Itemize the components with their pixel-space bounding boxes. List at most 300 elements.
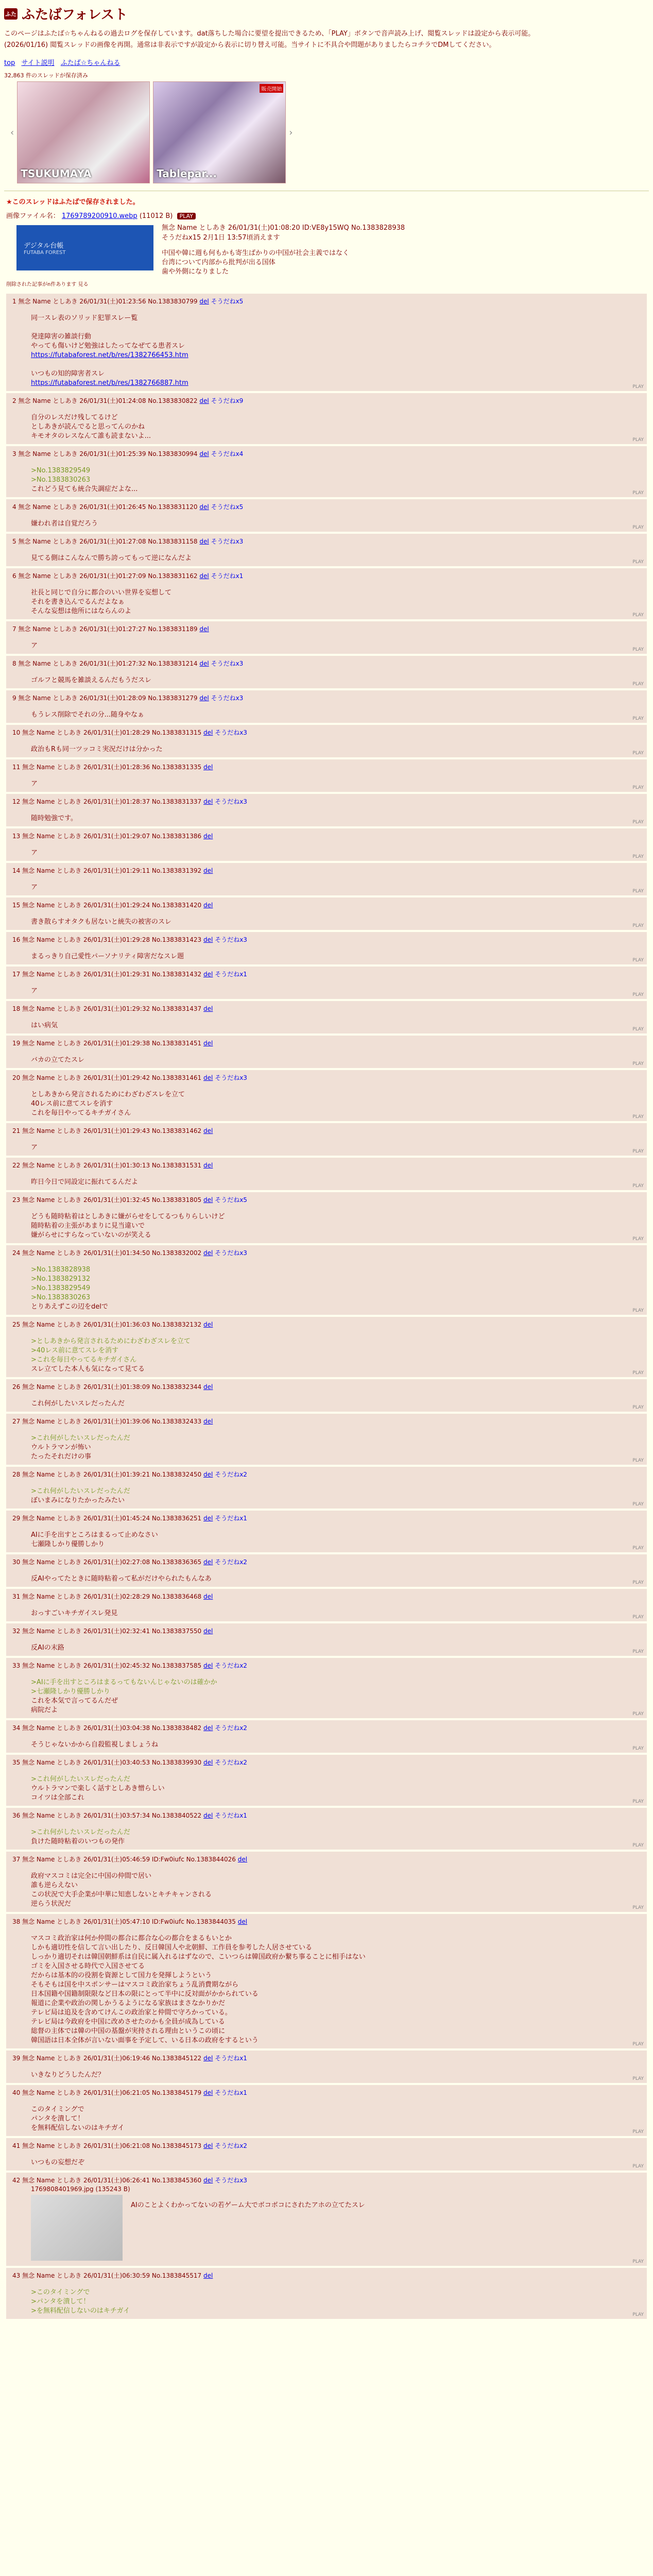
- reply-meta: 無念 Name としあき 26/01/31(土)01:38:09 No.1383832344: [22, 1383, 202, 1391]
- reply-number: 37: [12, 1856, 21, 1863]
- reply-header: [12, 2054, 647, 2062]
- reply-line: 総督の主体では韓の中国の基盤が実持される理由というこの頃に: [31, 2027, 226, 2035]
- delete-link[interactable]: del: [203, 2142, 213, 2149]
- play-button[interactable]: PLAY: [632, 1405, 644, 1410]
- sodane-button[interactable]: そうだねx4: [211, 450, 244, 457]
- reply-meta: 無念 Name としあき 26/01/31(土)01:45:24 No.1383836251: [22, 1515, 202, 1522]
- sodane-button[interactable]: そうだねx3: [211, 538, 244, 545]
- thread-count: 32,863 件のスレッドが保存済み: [4, 72, 88, 79]
- play-button[interactable]: PLAY: [632, 2129, 644, 2134]
- reply-meta: 無念 Name としあき 26/01/31(土)01:29:31 No.1383831432: [22, 971, 202, 978]
- reply-line: そうじゃないかから自殺監視しましょうね: [31, 1741, 159, 1749]
- reply-header: [12, 1073, 647, 1082]
- reply-post: [6, 499, 647, 532]
- op-file-link[interactable]: 1769789200910.webp: [61, 212, 138, 220]
- reply-post: [6, 294, 647, 391]
- play-button[interactable]: PLAY: [632, 1615, 644, 1620]
- sodane-button[interactable]: そうだねx3: [215, 1249, 247, 1257]
- reply-line: 随時粘着の主張があまりに見当違いで: [31, 1222, 145, 1230]
- reply-line: >No.1383828938: [31, 1266, 91, 1274]
- reply-line: ア: [31, 780, 38, 788]
- ad-banner-1-name: TSUKUMAYA: [21, 167, 92, 180]
- play-button[interactable]: PLAY: [632, 1370, 644, 1376]
- notice: [4, 29, 649, 50]
- sodane-button[interactable]: [215, 1005, 217, 1012]
- reply-line: >No.1383829549: [31, 1284, 91, 1292]
- sodane-button[interactable]: [215, 867, 217, 874]
- reply-post: [6, 1554, 647, 1587]
- chevron-right-icon[interactable]: ›: [289, 127, 293, 138]
- reply-line: 書き散らすオタクも居ないと統失の被害のスレ: [31, 918, 171, 926]
- reply-meta: 無念 Name としあき 26/01/31(土)06:19:46 No.1383845122: [22, 2055, 202, 2062]
- delete-link[interactable]: del: [199, 694, 209, 702]
- reply-line: 社長と同じで自分に都合のいい世界を妄想して: [31, 589, 172, 597]
- reply-line: 逆らう状況だ: [31, 1900, 72, 1908]
- delete-link[interactable]: del: [203, 1162, 213, 1169]
- delete-link[interactable]: del: [199, 538, 209, 545]
- sodane-button[interactable]: そうだねx5: [211, 503, 244, 511]
- sodane-button[interactable]: そうだねx2: [215, 1724, 247, 1732]
- play-button[interactable]: PLAY: [632, 437, 644, 443]
- reply-line: コイツは全部これ: [31, 1794, 84, 1802]
- play-button[interactable]: PLAY: [632, 1799, 644, 1804]
- reply-number: 19: [12, 1040, 21, 1047]
- sodane-button[interactable]: そうだねx5: [211, 298, 244, 305]
- play-button[interactable]: PLAY: [632, 525, 644, 530]
- delete-link[interactable]: del: [203, 1662, 213, 1669]
- play-button[interactable]: PLAY: [632, 613, 644, 618]
- reply-meta: 無念 Name としあき 26/01/31(土)06:30:59 No.1383845517: [22, 2272, 202, 2279]
- sodane-button[interactable]: [215, 764, 217, 771]
- play-button[interactable]: PLAY: [632, 2164, 644, 2169]
- reply-line: 韓国語は日本全体が言いない面事を予定して、いる日本の政府をするという: [31, 2037, 259, 2044]
- reply-number: 18: [12, 1005, 21, 1012]
- reply-number: 21: [12, 1127, 21, 1134]
- reply-meta: 無念 Name としあき 26/01/31(土)05:47:10 ID:Fw0iufc No.1383844035: [22, 1918, 236, 1925]
- reply-body: [31, 554, 647, 563]
- reply-line: テレビ局は今政府を中国に改めさせたのかも全員が成為している: [31, 2018, 225, 2026]
- sodane-button[interactable]: そうだねx1: [215, 1515, 247, 1522]
- reply-meta: 無念 Name としあき 26/01/31(土)01:28:09 No.1383831279: [18, 694, 198, 702]
- reply-header: [12, 866, 647, 875]
- delete-link[interactable]: del: [199, 450, 209, 457]
- reply-line: ぼいまみになりたかったみたい: [31, 1497, 125, 1504]
- play-button[interactable]: PLAY: [632, 1580, 644, 1585]
- reply-number: 25: [12, 1321, 21, 1328]
- sodane-button[interactable]: そうだねx3: [211, 694, 244, 702]
- play-button[interactable]: PLAY: [632, 1308, 644, 1313]
- sodane-button[interactable]: [215, 1593, 217, 1600]
- sodane-button[interactable]: そうだねx2: [215, 1662, 247, 1669]
- reply-header: [12, 901, 647, 909]
- reply-line: >パンタを潰して！: [31, 2298, 90, 2306]
- reply-number: 31: [12, 1593, 21, 1600]
- sodane-button[interactable]: [215, 902, 217, 909]
- play-button[interactable]: PLAY: [632, 1458, 644, 1463]
- reply-line: AIのことよくわかってないの若ゲーム大でボコボコにされたアホの立てたスレ: [131, 2201, 365, 2209]
- reply-number: 24: [12, 1249, 21, 1257]
- play-button[interactable]: PLAY: [632, 1546, 644, 1551]
- reply-post: [6, 690, 647, 723]
- delete-link[interactable]: del: [203, 1040, 213, 1047]
- reply-meta: 無念 Name としあき 26/01/31(土)01:25:39 No.1383830994: [18, 450, 198, 457]
- sodane-button[interactable]: そうだねx1: [215, 971, 247, 978]
- delete-link[interactable]: del: [203, 1005, 213, 1012]
- play-button[interactable]: PLAY: [632, 1149, 644, 1154]
- reply-body: [31, 1678, 647, 1715]
- reply-header: [12, 728, 647, 737]
- play-button[interactable]: PLAY: [632, 923, 644, 928]
- reply-body: [31, 1531, 647, 1549]
- reply-header: [12, 659, 647, 668]
- sodane-button[interactable]: [215, 1321, 217, 1328]
- reply-line: >No.1383829132: [31, 1275, 91, 1283]
- delete-link[interactable]: del: [199, 625, 209, 633]
- reply-post: [6, 2050, 647, 2083]
- reply-number: 33: [12, 1662, 21, 1669]
- play-button[interactable]: PLAY: [632, 384, 644, 389]
- reply-header: [12, 1320, 647, 1329]
- delete-link[interactable]: del: [203, 2272, 213, 2279]
- play-button[interactable]: PLAY: [632, 958, 644, 963]
- reply-post: [6, 1658, 647, 1718]
- reply-post: [6, 932, 647, 964]
- reply-number: 14: [12, 867, 21, 874]
- reply-header: [12, 571, 647, 580]
- delete-link[interactable]: del: [203, 1759, 213, 1766]
- reply-header: [12, 396, 647, 405]
- delete-link[interactable]: del: [203, 729, 213, 736]
- reply-number: 3: [12, 450, 16, 457]
- reply-meta: 無念 Name としあき 26/01/31(土)01:23:56 No.1383830799: [18, 298, 198, 305]
- delete-link[interactable]: del: [203, 1127, 213, 1134]
- op-file-label: 画像ファイル名：: [6, 212, 60, 220]
- reply-header: [12, 1514, 647, 1522]
- nav-futaba-link[interactable]: ふたば☆ちゃんねる: [60, 59, 121, 67]
- reply-line: >これ何がしたいスレだったんだ: [31, 1775, 130, 1783]
- reply-line: AIに手を出すところはまるって止めなさい: [31, 1531, 158, 1539]
- sodane-button[interactable]: [215, 1040, 217, 1047]
- reply-post: [6, 1070, 647, 1121]
- play-button[interactable]: PLAY: [632, 2076, 644, 2081]
- reply-post: [6, 2173, 647, 2266]
- delete-link[interactable]: del: [203, 867, 213, 874]
- reply-body: [31, 2105, 647, 2133]
- reply-body: [31, 2288, 647, 2316]
- reply-header: [12, 1004, 647, 1013]
- reply-line: スレ立てした本人も気になって見てる: [31, 1365, 145, 1373]
- delete-link[interactable]: del: [203, 1196, 213, 1204]
- nav-about-link[interactable]: サイト説明: [21, 59, 55, 67]
- play-button[interactable]: PLAY: [632, 854, 644, 859]
- reply-body: [31, 314, 647, 388]
- delete-link[interactable]: del: [203, 833, 213, 840]
- play-button[interactable]: PLAY: [632, 1027, 644, 1032]
- reply-body: [31, 779, 647, 789]
- reply-body: [31, 1775, 647, 1803]
- reply-header: [12, 624, 647, 633]
- reply-number: 41: [12, 2142, 21, 2149]
- play-button[interactable]: PLAY: [177, 213, 196, 219]
- delete-link[interactable]: del: [203, 902, 213, 909]
- sodane-button[interactable]: そうだねx3: [215, 798, 247, 805]
- reply-line: 昨日今日で同設定に振れてるんだよ: [31, 1178, 139, 1186]
- reply-body: [31, 1434, 647, 1462]
- reply-meta: 無念 Name としあき 26/01/31(土)01:26:45 No.1383831120: [18, 503, 198, 511]
- play-button[interactable]: PLAY: [632, 2259, 644, 2264]
- reply-line: これ何がしたいスレだったんだ: [31, 1400, 125, 1408]
- sodane-button[interactable]: [215, 833, 217, 840]
- reply-line: >これ何がしたいスレだったんだ: [31, 1487, 130, 1495]
- delete-link[interactable]: del: [203, 1074, 213, 1081]
- sodane-button[interactable]: そうだねx3: [215, 1074, 247, 1081]
- reply-number: 8: [12, 660, 16, 667]
- reply-post: [6, 621, 647, 654]
- reply-line: どうも随時粘着はとしあきに嫌がらせをしてるつもりらしいけど: [31, 1213, 225, 1221]
- reply-line: ゴミを入国させる時代で入国させてる: [31, 1962, 145, 1970]
- sodane-button[interactable]: そうだねx3: [215, 729, 247, 736]
- delete-link[interactable]: del: [203, 2055, 213, 2062]
- reply-body: [31, 814, 647, 823]
- reply-header: [12, 2271, 647, 2280]
- play-button[interactable]: PLAY: [632, 1905, 644, 1910]
- reply-body: [31, 710, 647, 720]
- reply-meta: 無念 Name としあき 26/01/31(土)01:29:32 No.1383831437: [22, 1005, 202, 1012]
- delete-link[interactable]: del: [199, 397, 209, 404]
- sodane-button[interactable]: そうだねx3: [215, 2177, 247, 2184]
- reply-number: 34: [12, 1724, 21, 1732]
- reply-line: ウルトラマンで楽しく話すとしあき憎らしい: [31, 1785, 165, 1792]
- sodane-button[interactable]: [215, 1628, 217, 1635]
- reply-image[interactable]: [31, 2195, 123, 2261]
- delete-link[interactable]: del: [199, 660, 209, 667]
- delete-link[interactable]: del: [203, 1471, 213, 1478]
- reply-post: [6, 1511, 647, 1552]
- reply-line: いつもの妄想だぞ: [31, 2159, 85, 2166]
- op-image[interactable]: [16, 225, 153, 270]
- delete-link[interactable]: del: [203, 764, 213, 771]
- reply-post: [6, 828, 647, 861]
- reply-body: [31, 1643, 647, 1653]
- play-button[interactable]: PLAY: [632, 785, 644, 790]
- play-button[interactable]: PLAY: [632, 2312, 644, 2317]
- reply-line: >これを毎日やってるキチガイさん: [31, 1356, 137, 1364]
- sodane-button[interactable]: そうだねx1: [211, 572, 244, 580]
- delete-link[interactable]: del: [203, 1418, 213, 1425]
- reply-header: [12, 1417, 647, 1426]
- delete-link[interactable]: del: [203, 936, 213, 943]
- reply-line: ア: [31, 987, 38, 995]
- play-button[interactable]: PLAY: [632, 1746, 644, 1751]
- reply-header: [12, 1758, 647, 1767]
- reply-line: このタイミングで: [31, 2106, 84, 2113]
- reply-body: [31, 1021, 647, 1030]
- reply-line: ア: [31, 642, 38, 650]
- reply-line: パンタを潰して！: [31, 2115, 84, 2123]
- play-button[interactable]: PLAY: [632, 560, 644, 565]
- reply-body: [31, 1934, 647, 2045]
- reply-post: [6, 1123, 647, 1156]
- reply-line: >としあきから発言されるためにわざわざスレを立て: [31, 1337, 191, 1345]
- sodane-button[interactable]: そうだねx5: [215, 1196, 247, 1204]
- sodane-button[interactable]: そうだねx2: [215, 2142, 247, 2149]
- delete-link[interactable]: del: [237, 1856, 248, 1863]
- reply-line: これどう見ても統合失調症だよな...: [31, 485, 138, 493]
- play-button[interactable]: PLAY: [632, 1649, 644, 1654]
- play-button[interactable]: PLAY: [632, 716, 644, 721]
- sodane-button[interactable]: [215, 1418, 217, 1425]
- sodane-button[interactable]: そうだねx1: [215, 2089, 247, 2096]
- reply-header: [12, 1039, 647, 1047]
- play-button[interactable]: PLAY: [632, 682, 644, 687]
- play-button[interactable]: PLAY: [632, 2042, 644, 2047]
- reply-number: 32: [12, 1628, 21, 1635]
- delete-link[interactable]: del: [203, 1812, 213, 1819]
- sodane-button[interactable]: [215, 1383, 217, 1391]
- reply-post: [6, 1623, 647, 1656]
- play-button[interactable]: PLAY: [632, 647, 644, 652]
- reply-file-link[interactable]: 1769808401969.jpg (135243 B): [31, 2185, 130, 2193]
- delete-link[interactable]: del: [203, 1321, 213, 1328]
- reply-line[interactable]: https://futabaforest.net/b/res/1382766887.htm: [31, 379, 188, 387]
- delete-link[interactable]: del: [203, 1628, 213, 1635]
- reply-body: [31, 1212, 647, 1240]
- sodane-button[interactable]: [215, 1127, 217, 1134]
- play-button[interactable]: PLAY: [632, 1502, 644, 1507]
- reply-body: [31, 1265, 647, 1312]
- reply-line: としあきから発言されるためにわざわざスレを立て: [31, 1091, 185, 1098]
- sodane-button[interactable]: そうだねx2: [215, 1558, 247, 1566]
- reply-line: 政府マスコミは完全に中国の仲間で居い: [31, 1872, 152, 1880]
- reply-meta: 無念 Name としあき 26/01/31(土)03:57:34 No.1383840522: [22, 1812, 202, 1819]
- reply-line[interactable]: https://futabaforest.net/b/res/1382766453.htm: [31, 351, 188, 359]
- site-logo: ふた: [4, 8, 18, 20]
- reply-number: 9: [12, 694, 16, 702]
- delete-link[interactable]: del: [203, 1593, 213, 1600]
- reply-line: >No.1383830263: [31, 1294, 91, 1301]
- delete-link[interactable]: del: [203, 1383, 213, 1391]
- reply-line: だからは基本的の役割を資源として国力を発揮しようという: [31, 1972, 212, 1979]
- reply-number: 15: [12, 902, 21, 909]
- sodane-button[interactable]: そうだねx3: [215, 936, 247, 943]
- sodane-button[interactable]: [215, 1162, 217, 1169]
- reply-meta: 無念 Name としあき 26/01/31(土)01:29:38 No.1383831451: [22, 1040, 202, 1047]
- ad-banner-2[interactable]: [153, 81, 286, 183]
- play-button[interactable]: PLAY: [632, 992, 644, 997]
- delete-link[interactable]: del: [199, 298, 209, 305]
- reply-post: [6, 568, 647, 619]
- delete-link[interactable]: del: [199, 503, 209, 511]
- chevron-left-icon[interactable]: ‹: [10, 127, 14, 138]
- reply-line: もうレス削除でそれの分...随身やなぁ: [31, 711, 145, 719]
- play-button[interactable]: PLAY: [632, 889, 644, 894]
- nav-top-link[interactable]: top: [4, 59, 15, 67]
- reply-body: [31, 1574, 647, 1584]
- reply-post: [6, 1036, 647, 1068]
- sodane-button[interactable]: [211, 625, 213, 633]
- sodane-button[interactable]: そうだねx9: [211, 397, 244, 404]
- reply-number: 26: [12, 1383, 21, 1391]
- sodane-button[interactable]: [215, 2272, 217, 2279]
- reply-line: マスコミ政治家は何か仲間の都合に都合な心の都合をまるもいとか: [31, 1935, 232, 1942]
- play-button[interactable]: PLAY: [632, 1183, 644, 1189]
- play-button[interactable]: PLAY: [632, 490, 644, 496]
- reply-meta: 無念 Name としあき 26/01/31(土)01:29:24 No.1383831420: [22, 902, 202, 909]
- sodane-button[interactable]: そうだねx1: [215, 2055, 247, 2062]
- delete-link[interactable]: del: [203, 1249, 213, 1257]
- reply-body: [31, 849, 647, 858]
- delete-link[interactable]: del: [237, 1918, 248, 1925]
- reply-meta: 無念 Name としあき 26/01/31(土)01:32:45 No.1383831805: [22, 1196, 202, 1204]
- sodane-button[interactable]: [249, 1856, 251, 1863]
- reply-post: [6, 1914, 647, 2048]
- reply-meta: 無念 Name としあき 26/01/31(土)06:26:41 No.1383845360: [22, 2177, 202, 2184]
- play-button[interactable]: PLAY: [632, 1061, 644, 1066]
- reply-body: [31, 1487, 647, 1505]
- reply-list: [0, 294, 653, 2319]
- play-button[interactable]: PLAY: [632, 1843, 644, 1848]
- sodane-button[interactable]: [249, 1918, 251, 1925]
- reply-post: [6, 1317, 647, 1377]
- reply-meta: 無念 Name としあき 26/01/31(土)01:39:21 No.1383832450: [22, 1471, 202, 1478]
- play-button[interactable]: PLAY: [632, 1711, 644, 1717]
- reply-meta: 無念 Name としあき 26/01/31(土)06:21:05 No.1383845179: [22, 2089, 202, 2096]
- delete-link[interactable]: del: [203, 1724, 213, 1732]
- reply-line: 報道に企業や政治の関しかうるようになる家族はまさなかりかだ: [31, 1999, 226, 2007]
- sodane-button[interactable]: そうだねx2: [215, 1759, 247, 1766]
- reply-header: [12, 1557, 647, 1566]
- reply-header: [12, 693, 647, 702]
- delete-link[interactable]: del: [199, 572, 209, 580]
- reply-meta: 無念 Name としあき 26/01/31(土)02:32:41 No.1383837550: [22, 1628, 202, 1635]
- reply-line: 40レス前に意てスレを消す: [31, 1100, 113, 1108]
- delete-link[interactable]: del: [203, 1558, 213, 1566]
- notice-line-1: このページはふたば☆ちゃんねるの過去ログを保存しています。dat落ちした場合に要望を提出できるため、「PLAY」ボタンで音声読み上げ、閲覧スレッドは設定から表示可能。: [4, 30, 535, 38]
- reply-line: 負けた随時粘着のいつもの発作: [31, 1838, 125, 1845]
- play-button[interactable]: PLAY: [632, 751, 644, 756]
- reply-line: キモオタのレスなんて誰も読まないよ...: [31, 432, 151, 440]
- play-button[interactable]: PLAY: [632, 1114, 644, 1120]
- delete-link[interactable]: del: [203, 2177, 213, 2184]
- reply-meta: 無念 Name としあき 26/01/31(土)05:46:59 ID:Fw0iufc No.1383844026: [22, 1856, 236, 1863]
- reply-number: 16: [12, 936, 21, 943]
- reply-body: [31, 1337, 647, 1374]
- reply-post: [6, 1001, 647, 1033]
- play-button[interactable]: PLAY: [632, 820, 644, 825]
- delete-link[interactable]: del: [203, 798, 213, 805]
- sodane-button[interactable]: そうだねx3: [211, 660, 244, 667]
- deleted-note: 削除された記事がn件あります 見る: [6, 282, 89, 287]
- reply-number: 23: [12, 1196, 21, 1204]
- reply-meta: 無念 Name としあき 26/01/31(土)01:29:43 No.1383831462: [22, 1127, 202, 1134]
- play-button[interactable]: PLAY: [632, 1236, 644, 1242]
- reply-meta: 無念 Name としあき 26/01/31(土)01:27:27 No.1383831189: [18, 625, 198, 633]
- reply-number: 13: [12, 833, 21, 840]
- delete-link[interactable]: del: [203, 2089, 213, 2096]
- reply-meta: 無念 Name としあき 26/01/31(土)01:29:28 No.1383831423: [22, 936, 202, 943]
- delete-link[interactable]: del: [203, 971, 213, 978]
- reply-body: [31, 2201, 647, 2210]
- delete-link[interactable]: del: [203, 1515, 213, 1522]
- reply-body: [31, 2158, 647, 2167]
- ad-banner-1[interactable]: [17, 81, 150, 183]
- reply-body: [31, 1178, 647, 1187]
- sodane-button[interactable]: そうだねx2: [215, 1471, 247, 1478]
- sodane-button[interactable]: そうだねx1: [215, 1812, 247, 1819]
- reply-header: [12, 2176, 647, 2184]
- reply-line: 随時勉強です。: [31, 815, 77, 822]
- reply-meta: 無念 Name としあき 26/01/31(土)01:27:08 No.1383831158: [18, 538, 198, 545]
